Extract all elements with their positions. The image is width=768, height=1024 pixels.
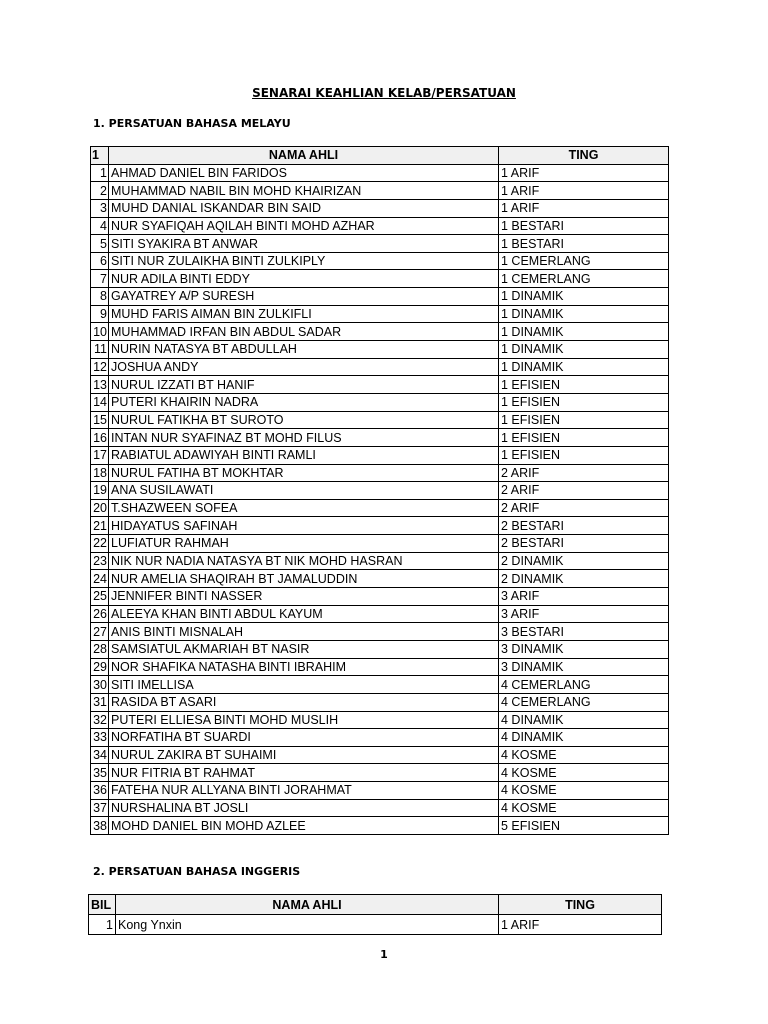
member-class: 2 ARIF [499,482,669,500]
row-number: 33 [91,729,109,747]
page-number: 1 [380,948,388,961]
member-class: 2 DINAMIK [499,570,669,588]
row-number: 16 [91,429,109,447]
row-number: 30 [91,676,109,694]
member-name: LUFIATUR RAHMAH [109,535,499,553]
member-name: SITI SYAKIRA BT ANWAR [109,235,499,253]
row-number: 31 [91,693,109,711]
member-class: 1 BESTARI [499,235,669,253]
table-row [91,817,669,835]
member-class: 1 DINAMIK [499,341,669,359]
row-number: 10 [91,323,109,341]
member-class: 4 KOSME [499,764,669,782]
member-name: JENNIFER BINTI NASSER [109,588,499,606]
member-name: NORFATIHA BT SUARDI [109,729,499,747]
table-row [91,782,669,800]
member-class: 1 EFISIEN [499,376,669,394]
section-heading-bahasa-melayu: 1. PERSATUAN BAHASA MELAYU [93,117,291,130]
row-number: 9 [91,305,109,323]
member-class: 1 BESTARI [499,217,669,235]
table-row [91,764,669,782]
row-number: 5 [91,235,109,253]
section-heading-bahasa-inggeris: 2. PERSATUAN BAHASA INGGERIS [93,865,301,878]
row-number: 8 [91,288,109,306]
member-class: 3 DINAMIK [499,658,669,676]
table-row [91,464,669,482]
member-class: 1 EFISIEN [499,446,669,464]
row-number: 20 [91,499,109,517]
member-class: 4 DINAMIK [499,729,669,747]
member-name: NURSHALINA BT JOSLI [109,799,499,817]
member-class: 1 EFISIEN [499,411,669,429]
row-number: 12 [91,358,109,376]
row-number: 2 [91,182,109,200]
member-name: HIDAYATUS SAFINAH [109,517,499,535]
member-class: 4 KOSME [499,782,669,800]
member-class: 1 DINAMIK [499,323,669,341]
member-name: ALEEYA KHAN BINTI ABDUL KAYUM [109,605,499,623]
table-row [91,605,669,623]
member-name: SAMSIATUL AKMARIAH BT NASIR [109,640,499,658]
member-name: ANA SUSILAWATI [109,482,499,500]
header-bil: BIL [89,895,116,915]
row-number: 1 [89,915,116,935]
member-name: MUHAMMAD NABIL BIN MOHD KHAIRIZAN [109,182,499,200]
member-class: 3 BESTARI [499,623,669,641]
table-row [91,535,669,553]
member-class: 1 DINAMIK [499,288,669,306]
row-number: 29 [91,658,109,676]
document-title: SENARAI KEAHLIAN KELAB/PERSATUAN [252,86,516,100]
member-name: ANIS BINTI MISNALAH [109,623,499,641]
member-class: 4 CEMERLANG [499,676,669,694]
member-class: 2 ARIF [499,499,669,517]
member-name: NUR FITRIA BT RAHMAT [109,764,499,782]
table-row [91,711,669,729]
row-number: 1 [91,164,109,182]
row-number: 35 [91,764,109,782]
member-class: 3 DINAMIK [499,640,669,658]
table-row [91,429,669,447]
table-row [91,570,669,588]
row-number: 27 [91,623,109,641]
member-name: T.SHAZWEEN SOFEA [109,499,499,517]
table-row [91,252,669,270]
row-number: 38 [91,817,109,835]
member-name: NUR ADILA BINTI EDDY [109,270,499,288]
table-row [91,623,669,641]
row-number: 18 [91,464,109,482]
member-name: JOSHUA ANDY [109,358,499,376]
header-ting: TING [499,147,669,165]
member-class: 4 DINAMIK [499,711,669,729]
table-row [91,729,669,747]
member-class: 4 KOSME [499,746,669,764]
header-ting: TING [499,895,662,915]
table-row [91,552,669,570]
row-number: 11 [91,341,109,359]
member-name: NURUL ZAKIRA BT SUHAIMI [109,746,499,764]
table-row [91,270,669,288]
member-name: NUR SYAFIQAH AQILAH BINTI MOHD AZHAR [109,217,499,235]
row-number: 37 [91,799,109,817]
row-number: 25 [91,588,109,606]
row-number: 34 [91,746,109,764]
row-number: 6 [91,252,109,270]
table-row [91,341,669,359]
member-name: NURUL FATIKHA BT SUROTO [109,411,499,429]
member-class: 1 CEMERLANG [499,270,669,288]
member-name: FATEHA NUR ALLYANA BINTI JORAHMAT [109,782,499,800]
member-class: 2 ARIF [499,464,669,482]
member-class: 1 EFISIEN [499,429,669,447]
member-class: 3 ARIF [499,605,669,623]
member-name: Kong Ynxin [116,915,499,935]
table-row [91,376,669,394]
member-class: 2 DINAMIK [499,552,669,570]
member-name: RABIATUL ADAWIYAH BINTI RAMLI [109,446,499,464]
table-row [91,393,669,411]
member-class: 1 DINAMIK [499,358,669,376]
table-row [91,446,669,464]
member-table-body [91,164,669,834]
row-number: 7 [91,270,109,288]
row-number: 15 [91,411,109,429]
table-row [91,499,669,517]
table-row [91,693,669,711]
member-name: AHMAD DANIEL BIN FARIDOS [109,164,499,182]
member-name: INTAN NUR SYAFINAZ BT MOHD FILUS [109,429,499,447]
member-name: MUHD DANIAL ISKANDAR BIN SAID [109,199,499,217]
row-number: 28 [91,640,109,658]
member-class: 2 BESTARI [499,517,669,535]
table-row [91,323,669,341]
row-number: 19 [91,482,109,500]
member-class: 1 ARIF [499,199,669,217]
table-header-row [91,147,669,165]
table-row [91,658,669,676]
member-name: NURIN NATASYA BT ABDULLAH [109,341,499,359]
header-nama-ahli: NAMA AHLI [116,895,499,915]
member-name: RASIDA BT ASARI [109,693,499,711]
row-number: 36 [91,782,109,800]
member-name: NUR AMELIA SHAQIRAH BT JAMALUDDIN [109,570,499,588]
member-name: MOHD DANIEL BIN MOHD AZLEE [109,817,499,835]
member-name: MUHD FARIS AIMAN BIN ZULKIFLI [109,305,499,323]
member-class: 1 CEMERLANG [499,252,669,270]
member-class: 1 EFISIEN [499,393,669,411]
member-table-body [89,915,662,935]
member-class: 2 BESTARI [499,535,669,553]
header-number: 1 [91,147,109,165]
table-row [91,517,669,535]
table-row [91,199,669,217]
member-class: 1 ARIF [499,182,669,200]
member-name: GAYATREY A/P SURESH [109,288,499,306]
table-row [91,358,669,376]
member-name: NURUL IZZATI BT HANIF [109,376,499,394]
member-class: 1 ARIF [499,915,662,935]
table-row [91,217,669,235]
member-class: 1 DINAMIK [499,305,669,323]
table-row [91,305,669,323]
table-header-row [89,895,662,915]
member-name: NIK NUR NADIA NATASYA BT NIK MOHD HASRAN [109,552,499,570]
row-number: 14 [91,393,109,411]
row-number: 24 [91,570,109,588]
table-row [91,640,669,658]
member-name: SITI IMELLISA [109,676,499,694]
row-number: 22 [91,535,109,553]
header-nama-ahli: NAMA AHLI [109,147,499,165]
member-name: NOR SHAFIKA NATASHA BINTI IBRAHIM [109,658,499,676]
member-class: 4 CEMERLANG [499,693,669,711]
member-name: SITI NUR ZULAIKHA BINTI ZULKIPLY [109,252,499,270]
member-name: PUTERI ELLIESA BINTI MOHD MUSLIH [109,711,499,729]
member-name: NURUL FATIHA BT MOKHTAR [109,464,499,482]
table-row [91,482,669,500]
table-row [91,288,669,306]
row-number: 3 [91,199,109,217]
member-class: 4 KOSME [499,799,669,817]
row-number: 13 [91,376,109,394]
row-number: 17 [91,446,109,464]
member-class: 3 ARIF [499,588,669,606]
member-class: 1 ARIF [499,164,669,182]
member-name: MUHAMMAD IRFAN BIN ABDUL SADAR [109,323,499,341]
row-number: 21 [91,517,109,535]
table-row [91,235,669,253]
table-row [91,182,669,200]
table-row [89,915,662,935]
table-row [91,676,669,694]
member-table-bahasa-melayu [90,146,669,835]
row-number: 26 [91,605,109,623]
table-row [91,799,669,817]
table-row [91,164,669,182]
table-row [91,746,669,764]
row-number: 32 [91,711,109,729]
row-number: 23 [91,552,109,570]
table-row [91,411,669,429]
member-name: PUTERI KHAIRIN NADRA [109,393,499,411]
member-table-bahasa-inggeris [88,894,662,935]
row-number: 4 [91,217,109,235]
table-row [91,588,669,606]
member-class: 5 EFISIEN [499,817,669,835]
